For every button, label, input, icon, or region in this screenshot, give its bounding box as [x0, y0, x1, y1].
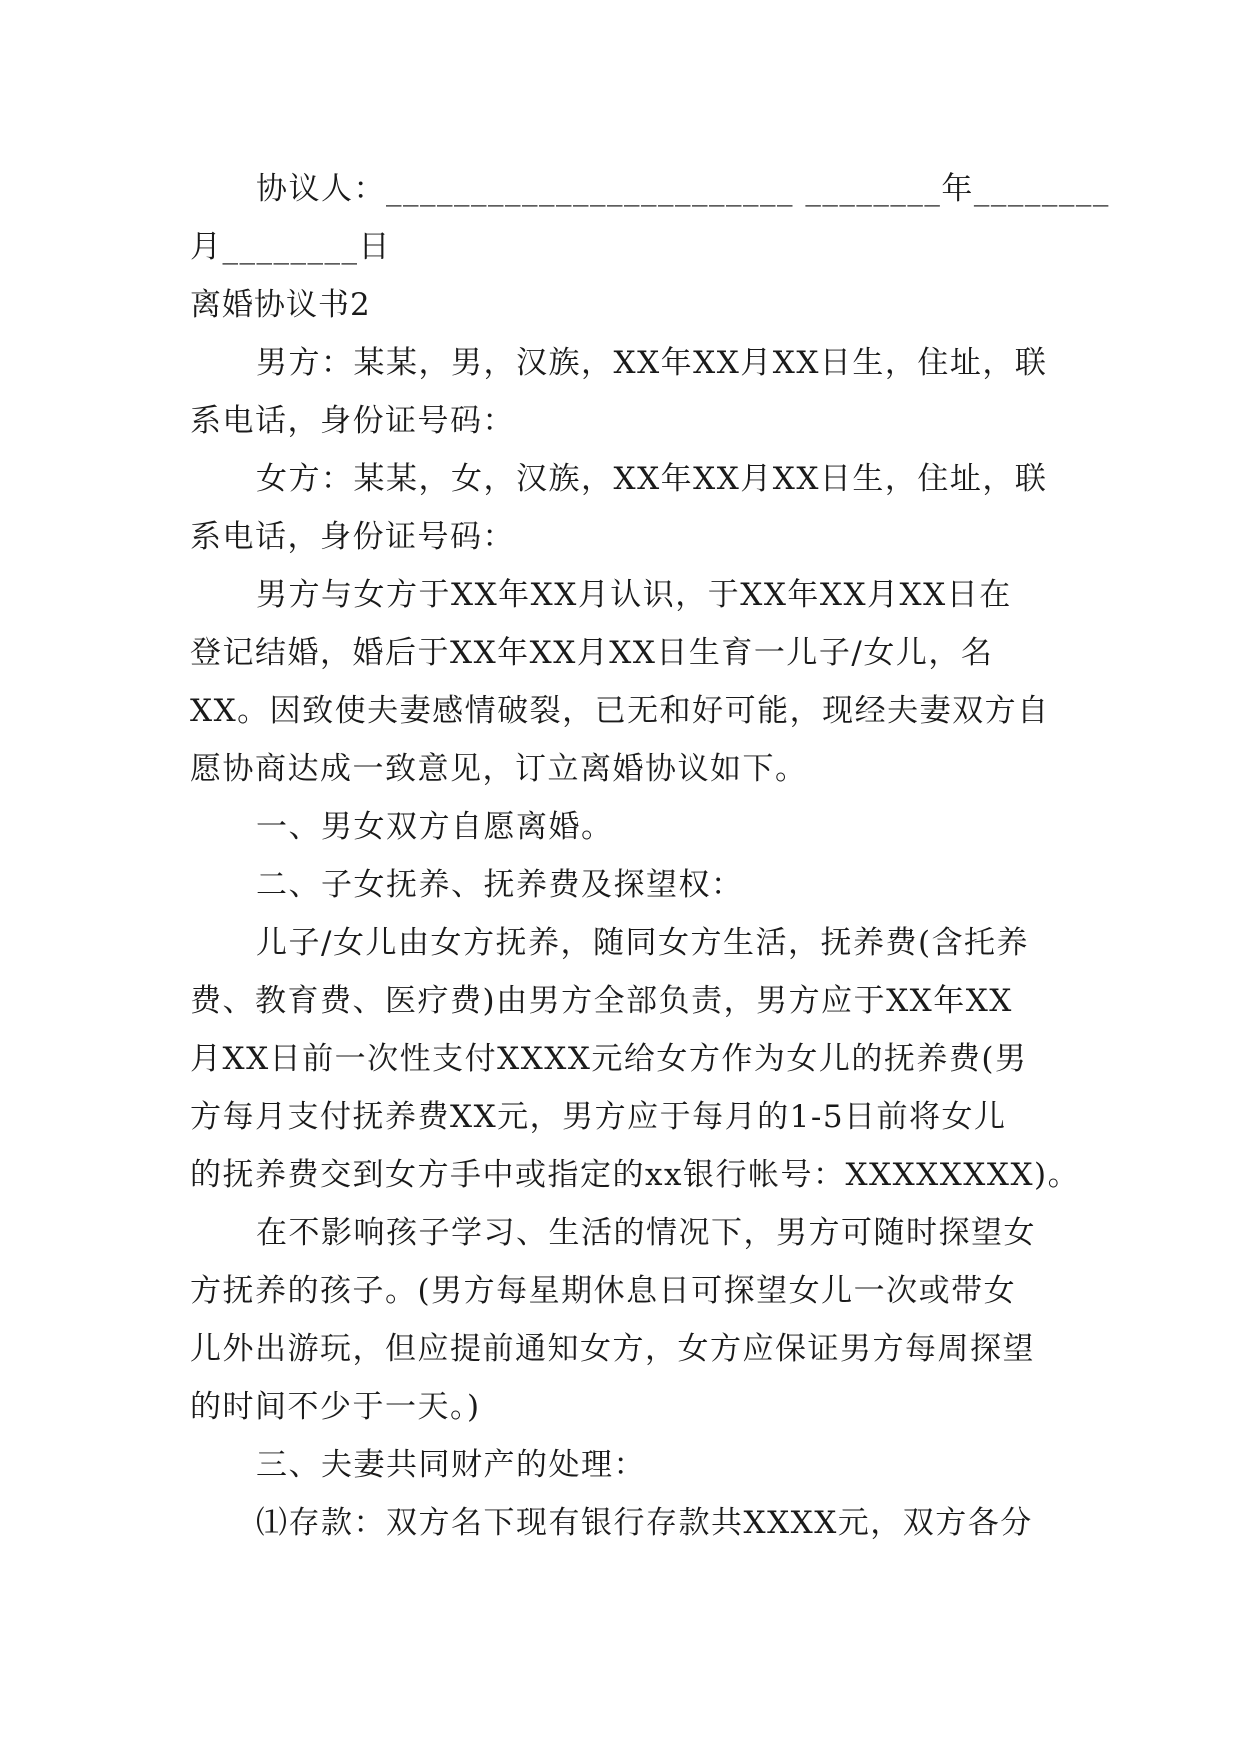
text-line: 女方：某某，女，汉族，XX年XX月XX日生，住址，联 [256, 461, 1048, 497]
text-line: 愿协商达成一致意见，订立离婚协议如下。 [190, 751, 808, 787]
text-line: 方抚养的孩子。(男方每星期休息日可探望女儿一次或带女 [190, 1273, 1017, 1309]
text-line: 男方与女方于XX年XX月认识，于XX年XX月XX日在 [256, 577, 1012, 613]
text-line: 一、男女双方自愿离婚。 [256, 809, 614, 845]
text-line: 登记结婚，婚后于XX年XX月XX日生育一儿子/女儿，名 [190, 635, 994, 671]
document-body [190, 160, 1110, 1552]
document-title: 离婚协议书2 [190, 287, 371, 323]
text-line: 二、子女抚养、抚养费及探望权： [256, 867, 744, 903]
text-line: ⑴存款：双方名下现有银行存款共XXXX元，双方各分 [256, 1505, 1033, 1541]
signature-date-line: 月________日 [190, 229, 391, 265]
text-line: 的抚养费交到女方手中或指定的xx银行帐号：XXXXXXXX)。 [190, 1157, 1081, 1193]
text-line: 系电话，身份证号码： [190, 519, 515, 555]
text-line: XX。因致使夫妻感情破裂，已无和好可能，现经夫妻双方自 [190, 693, 1050, 729]
text-line: 系电话，身份证号码： [190, 403, 515, 439]
body-text [190, 334, 1081, 1552]
text-line: 的时间不少于一天。) [190, 1389, 481, 1425]
text-line: 费、教育费、医疗费)由男方全部负责，男方应于XX年XX [190, 983, 1013, 1019]
text-line: 方每月支付抚养费XX元，男方应于每月的1-5日前将女儿 [190, 1099, 1007, 1135]
text-line: 在不影响孩子学习、生活的情况下，男方可随时探望女 [256, 1215, 1036, 1251]
text-line: 儿子/女儿由女方抚养，随同女方生活，抚养费(含托养 [256, 925, 1030, 961]
text-line: 男方：某某，男，汉族，XX年XX月XX日生，住址，联 [256, 345, 1048, 381]
signature-line: 协议人：________________________ ________年________ [256, 171, 1110, 207]
text-line: 三、夫妻共同财产的处理： [256, 1447, 646, 1483]
text-line: 儿外出游玩，但应提前通知女方，女方应保证男方每周探望 [190, 1331, 1035, 1367]
text-line: 月XX日前一次性支付XXXX元给女方作为女儿的抚养费(男 [190, 1041, 1028, 1077]
